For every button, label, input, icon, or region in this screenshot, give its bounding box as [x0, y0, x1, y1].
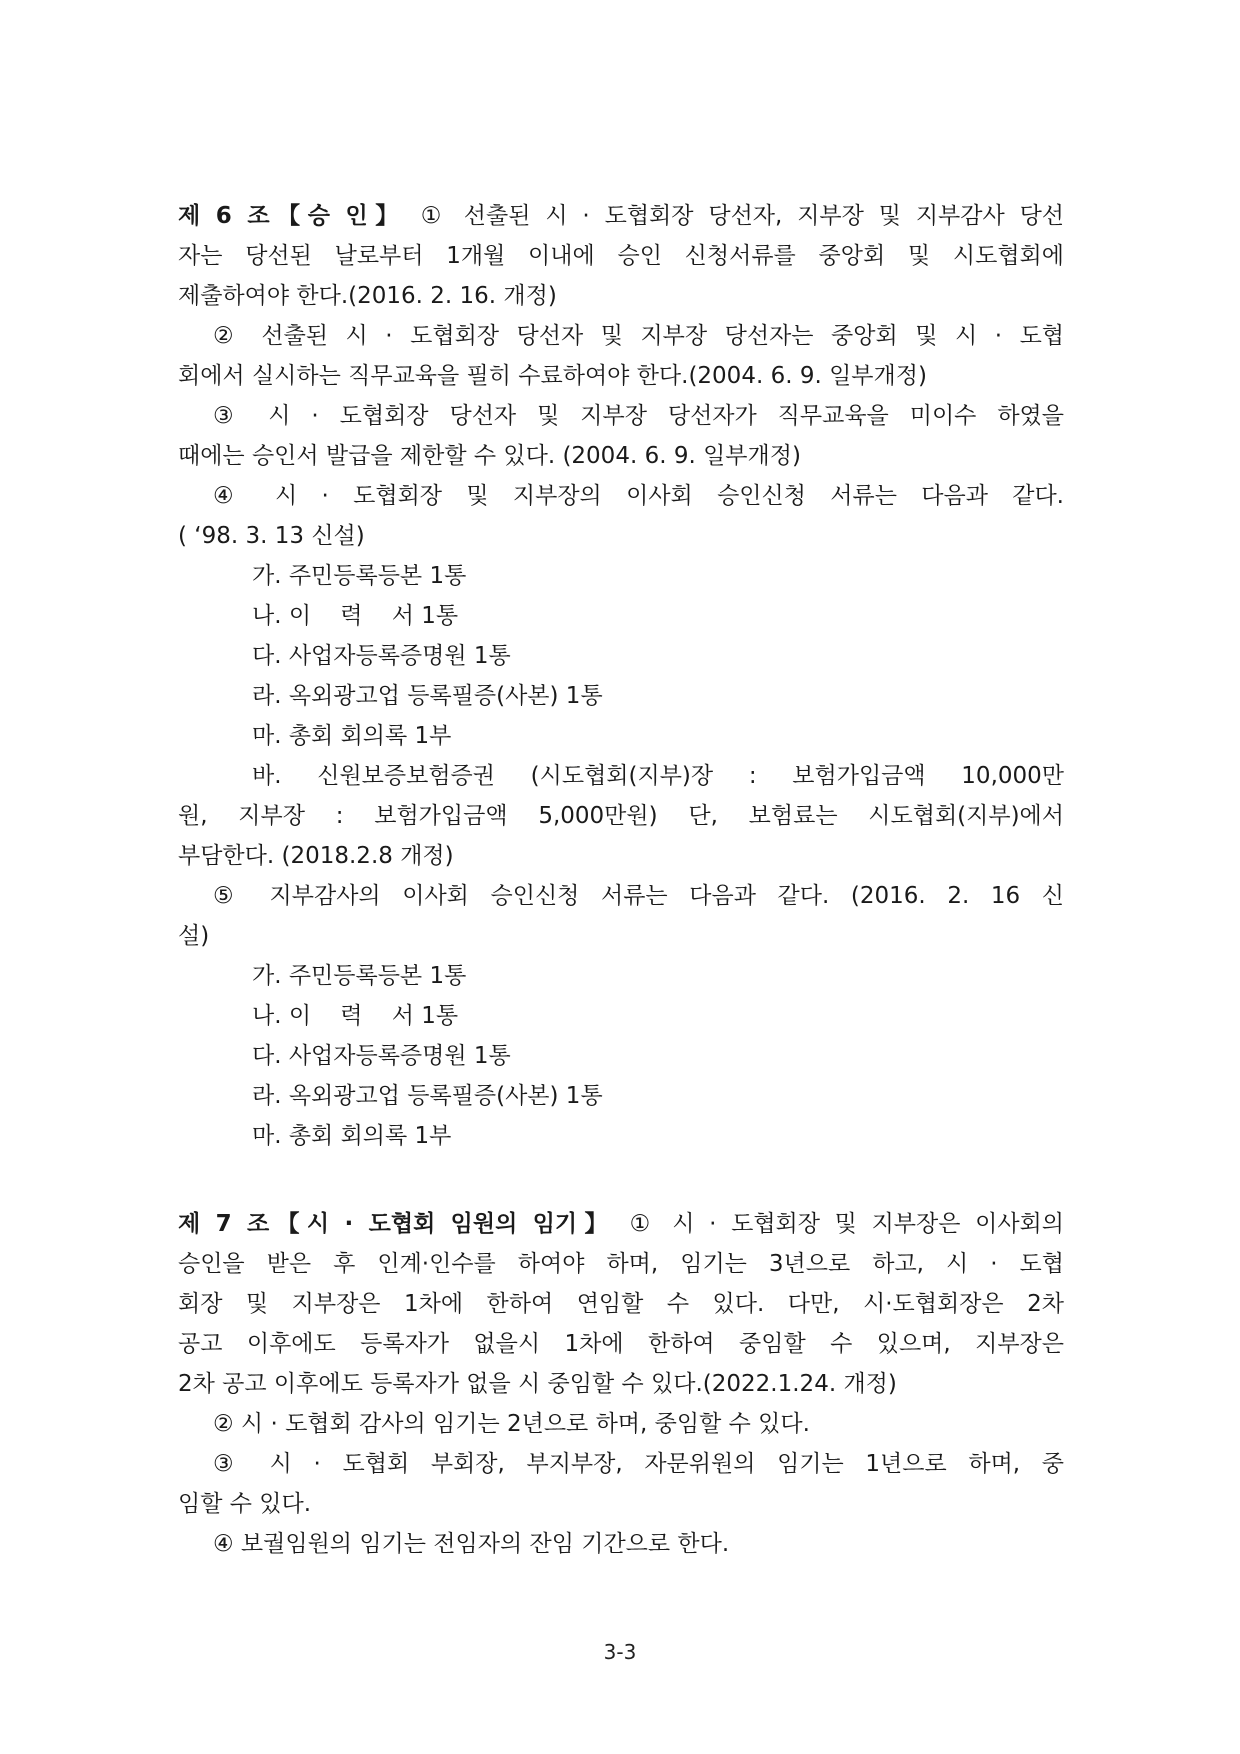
article6-p1-l1: ① 선출된 시 · 도협회장 당선자, 지부장 및 지부감사 당선	[420, 203, 1065, 229]
article6-p5-l1: ⑤ 지부감사의 이사회 승인신청 서류는 다음과 같다. (2016. 2. 16 신	[213, 883, 1064, 909]
article7-line-1	[178, 1204, 1064, 1244]
list-item: 다. 사업자등록증명원 1통	[252, 1043, 511, 1069]
article6-p3-l1: ③ 시 · 도협회장 당선자 및 지부장 당선자가 직무교육을 미이수 하였을	[213, 403, 1064, 429]
document-body	[178, 196, 1064, 1564]
section-gap	[178, 1156, 1064, 1204]
article6-p3-l2: 때에는 승인서 발급을 제한할 수 있다. (2004. 6. 9. 일부개정)	[178, 443, 801, 469]
article7-p3-l1: ③ 시 · 도협회 부회장, 부지부장, 자문위원의 임기는 1년으로 하며, 중	[213, 1451, 1064, 1477]
article6-p1-l2: 자는 당선된 날로부터 1개월 이내에 승인 신청서류를 중앙회 및 시도협회에	[178, 243, 1064, 269]
list-item: 라. 옥외광고업 등록필증(사본) 1통	[252, 1083, 603, 1109]
article7-p1-l5: 2차 공고 이후에도 등록자가 없을 시 중임할 수 있다.(2022.1.24. 개정)	[178, 1371, 897, 1397]
list-item: 마. 총회 회의록 1부	[252, 1123, 452, 1149]
article7-p4: ④ 보궐임원의 임기는 전임자의 잔임 기간으로 한다.	[213, 1531, 730, 1557]
list-item: 다. 사업자등록증명원 1통	[252, 643, 511, 669]
article7-p1-l2: 승인을 받은 후 인계·인수를 하여야 하며, 임기는 3년으로 하고, 시 · 도협	[178, 1251, 1064, 1277]
list-item: 나. 이 력 서 1통	[252, 603, 459, 629]
article7-p1-l1: ① 시 · 도협회장 및 지부장은 이사회의	[629, 1211, 1064, 1237]
list-item: 라. 옥외광고업 등록필증(사본) 1통	[252, 683, 603, 709]
article6-p5-l2: 설)	[178, 923, 210, 949]
list-item: 나. 이 력 서 1통	[252, 1003, 459, 1029]
article6-p1-l3: 제출하여야 한다.(2016. 2. 16. 개정)	[178, 283, 557, 309]
article7-p3-l2: 임할 수 있다.	[178, 1491, 312, 1517]
list-item: 가. 주민등록등본 1통	[252, 563, 467, 589]
article6-line-1	[178, 196, 1064, 236]
article6-item-ba-l1: 바. 신원보증보험증권 (시도협회(지부)장 : 보험가입금액 10,000만	[252, 763, 1064, 789]
article6-p4-l1: ④ 시 · 도협회장 및 지부장의 이사회 승인신청 서류는 다음과 같다.	[213, 483, 1064, 509]
article6-title: 제 6 조【승 인】	[178, 203, 406, 229]
article6-p4-l2: ( ‘98. 3. 13 신설)	[178, 523, 365, 549]
article6-p2-l1: ② 선출된 시 · 도협회장 당선자 및 지부장 당선자는 중앙회 및 시 · 도협	[213, 323, 1064, 349]
list-item: 가. 주민등록등본 1통	[252, 963, 467, 989]
article7-title: 제 7 조【시 · 도협회 임원의 임기】	[178, 1211, 615, 1237]
article6-p2-l2: 회에서 실시하는 직무교육을 필히 수료하여야 한다.(2004. 6. 9. 일부개정)	[178, 363, 927, 389]
article6-item-ba-l3: 부담한다. (2018.2.8 개정)	[178, 843, 454, 869]
article7-p1-l4: 공고 이후에도 등록자가 없을시 1차에 한하여 중임할 수 있으며, 지부장은	[178, 1331, 1064, 1357]
list-item: 마. 총회 회의록 1부	[252, 723, 452, 749]
article7-p2: ② 시 · 도협회 감사의 임기는 2년으로 하며, 중임할 수 있다.	[213, 1411, 810, 1437]
page-number: 3-3	[603, 1640, 637, 1664]
article7-p1-l3: 회장 및 지부장은 1차에 한하여 연임할 수 있다. 다만, 시·도협회장은 2차	[178, 1291, 1064, 1317]
article6-item-ba-l2: 원, 지부장 : 보험가입금액 5,000만원) 단, 보험료는 시도협회(지부)에서	[178, 803, 1064, 829]
